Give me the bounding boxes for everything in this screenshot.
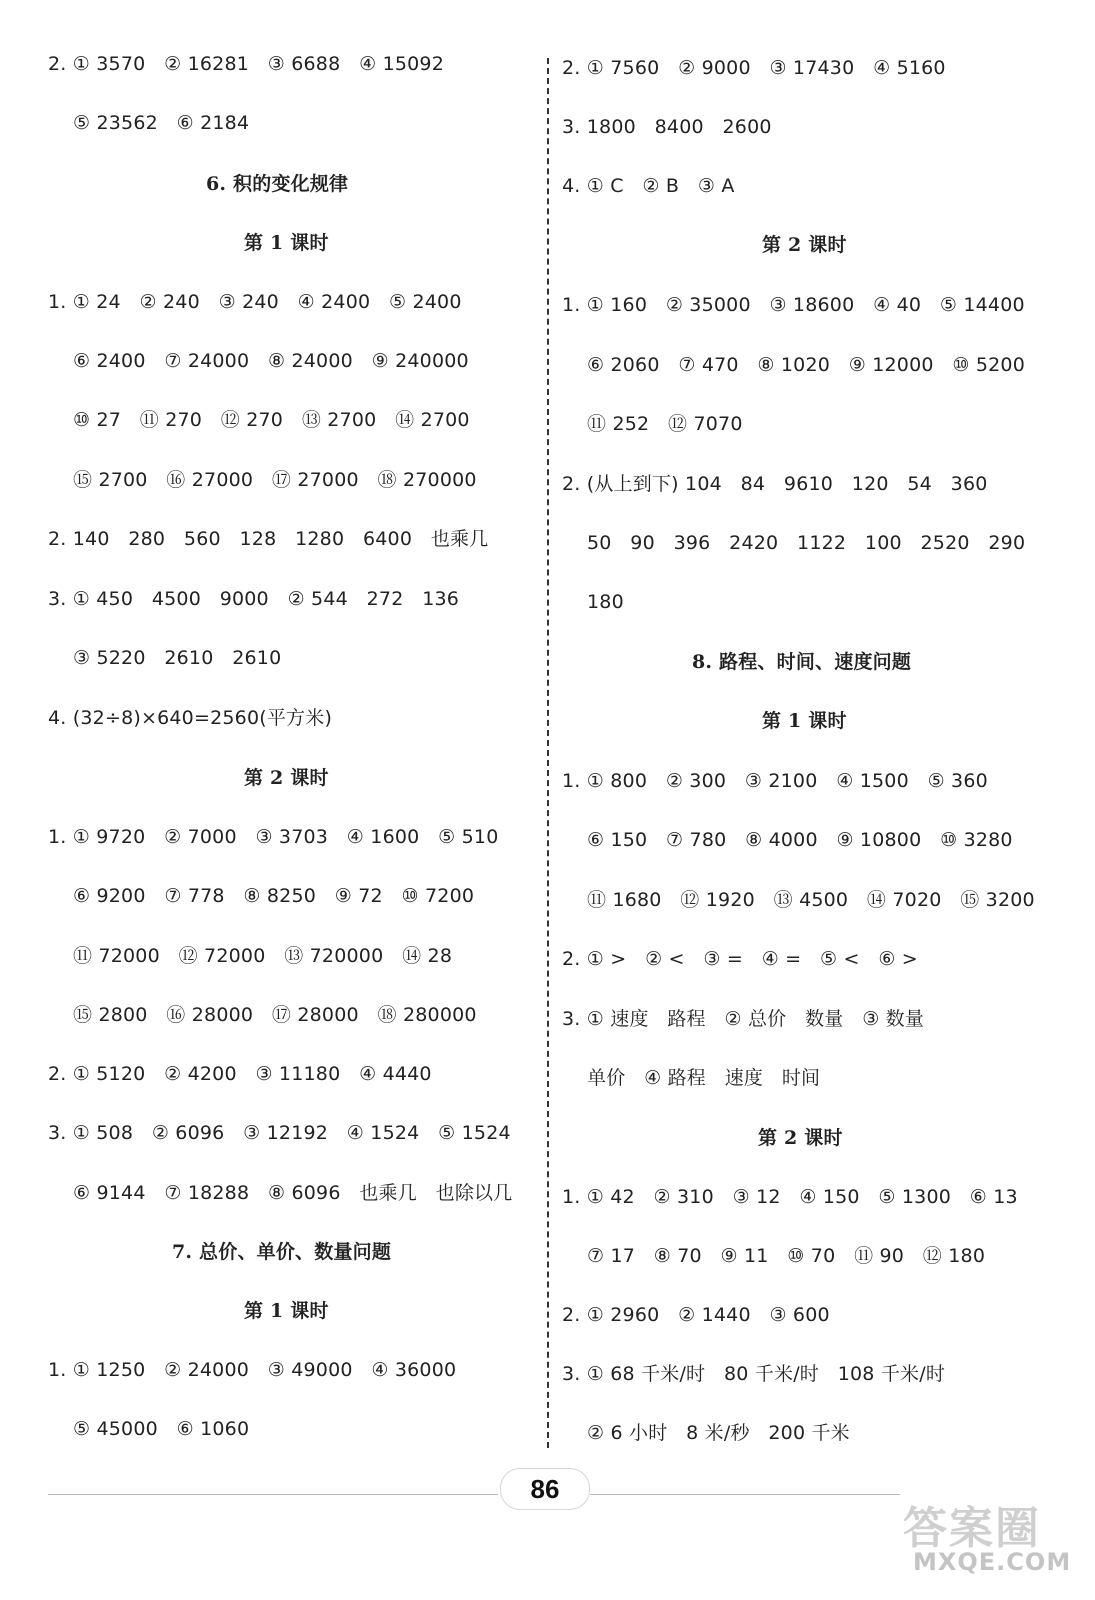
lesson-heading: 第 1 课时: [762, 710, 847, 732]
answer-line: ⑦ 17 ⑧ 70 ⑨ 11 ⑩ 70 ⑪ 90 ⑫ 180: [587, 1245, 986, 1267]
page-number: 86: [530, 1473, 560, 1504]
answer-line: 1. ① 9720 ② 7000 ③ 3703 ④ 1600 ⑤ 510: [48, 826, 499, 848]
lesson-heading: 第 1 课时: [244, 232, 329, 254]
column-divider: [547, 58, 549, 1448]
answer-line: ⑮ 2700 ⑯ 27000 ⑰ 27000 ⑱ 270000: [73, 469, 477, 491]
answer-line: ⑥ 150 ⑦ 780 ⑧ 4000 ⑨ 10800 ⑩ 3280: [587, 829, 1013, 851]
answer-line: ⑤ 45000 ⑥ 1060: [73, 1418, 250, 1440]
watermark-bottom-text: MXQE.COM: [913, 1548, 1072, 1576]
answer-line: 3. ① 508 ② 6096 ③ 12192 ④ 1524 ⑤ 1524: [48, 1122, 511, 1144]
answer-line: 1. ① 42 ② 310 ③ 12 ④ 150 ⑤ 1300 ⑥ 13: [562, 1186, 1018, 1208]
answer-line: 单价 ④ 路程 速度 时间: [587, 1067, 821, 1089]
lesson-heading: 第 2 课时: [762, 234, 847, 256]
answer-line: 1. ① 160 ② 35000 ③ 18600 ④ 40 ⑤ 14400: [562, 294, 1025, 316]
lesson-heading: 第 1 课时: [244, 1300, 329, 1322]
answer-line: ③ 5220 2610 2610: [73, 647, 282, 669]
answer-line: ⑤ 23562 ⑥ 2184: [73, 112, 250, 134]
answer-line: 3. 1800 8400 2600: [562, 116, 772, 138]
section-heading: 8. 路程、时间、速度问题: [692, 651, 912, 673]
answer-line: 1. ① 800 ② 300 ③ 2100 ④ 1500 ⑤ 360: [562, 770, 988, 792]
lesson-heading: 第 2 课时: [244, 767, 329, 789]
answer-line: 2. (从上到下) 104 84 9610 120 54 360: [562, 473, 988, 495]
watermark-logo: [895, 1492, 1075, 1592]
answer-line: ⑥ 2400 ⑦ 24000 ⑧ 24000 ⑨ 240000: [73, 350, 469, 372]
answer-line: 1. ① 24 ② 240 ③ 240 ④ 2400 ⑤ 2400: [48, 291, 462, 313]
section-heading: 7. 总价、单价、数量问题: [172, 1241, 392, 1263]
answer-line: 2. ① 2960 ② 1440 ③ 600: [562, 1304, 830, 1326]
answer-line: ⑩ 27 ⑪ 270 ⑫ 270 ⑬ 2700 ⑭ 2700: [73, 409, 470, 431]
page-number-badge: [500, 1468, 590, 1510]
footer-rule-left: [48, 1494, 498, 1495]
answer-line: 3. ① 450 4500 9000 ② 544 272 136: [48, 588, 460, 610]
section-heading: 6. 积的变化规律: [206, 173, 349, 195]
answer-line: ⑥ 9200 ⑦ 778 ⑧ 8250 ⑨ 72 ⑩ 7200: [73, 885, 475, 907]
answer-line: ⑮ 2800 ⑯ 28000 ⑰ 28000 ⑱ 280000: [73, 1004, 477, 1026]
answer-line: 3. ① 速度 路程 ② 总价 数量 ③ 数量: [562, 1008, 925, 1030]
answer-line: 2. 140 280 560 128 1280 6400 也乘几: [48, 528, 489, 550]
watermark-top-text: 答案圈: [903, 1503, 1041, 1554]
answer-line: ⑥ 9144 ⑦ 18288 ⑧ 6096 也乘几 也除以几: [73, 1182, 513, 1204]
answer-line: 1. ① 1250 ② 24000 ③ 49000 ④ 36000: [48, 1359, 457, 1381]
answer-line: ⑪ 72000 ⑫ 72000 ⑬ 720000 ⑭ 28: [73, 945, 453, 967]
answer-line: 4. ① C ② B ③ A: [562, 175, 735, 197]
answer-line: 2. ① > ② < ③ = ④ = ⑤ < ⑥ >: [562, 948, 918, 970]
answer-line: ⑪ 252 ⑫ 7070: [587, 413, 743, 435]
answer-line: ⑥ 2060 ⑦ 470 ⑧ 1020 ⑨ 12000 ⑩ 5200: [587, 354, 1026, 376]
answer-line: 50 90 396 2420 1122 100 2520 290: [587, 532, 1026, 554]
footer-rule-right: [590, 1494, 900, 1495]
answer-line: 2. ① 7560 ② 9000 ③ 17430 ④ 5160: [562, 57, 946, 79]
answer-line: ② 6 小时 8 米/秒 200 千米: [587, 1422, 850, 1444]
answer-line: 4. (32÷8)×640=2560(平方米): [48, 707, 333, 729]
answer-line: 2. ① 3570 ② 16281 ③ 6688 ④ 15092: [48, 53, 445, 75]
answer-line: 2. ① 5120 ② 4200 ③ 11180 ④ 4440: [48, 1063, 432, 1085]
answer-line: ⑪ 1680 ⑫ 1920 ⑬ 4500 ⑭ 7020 ⑮ 3200: [587, 889, 1035, 911]
answer-line: 180: [587, 591, 624, 613]
answer-line: 3. ① 68 千米/时 80 千米/时 108 千米/时: [562, 1363, 946, 1385]
lesson-heading: 第 2 课时: [758, 1127, 843, 1149]
